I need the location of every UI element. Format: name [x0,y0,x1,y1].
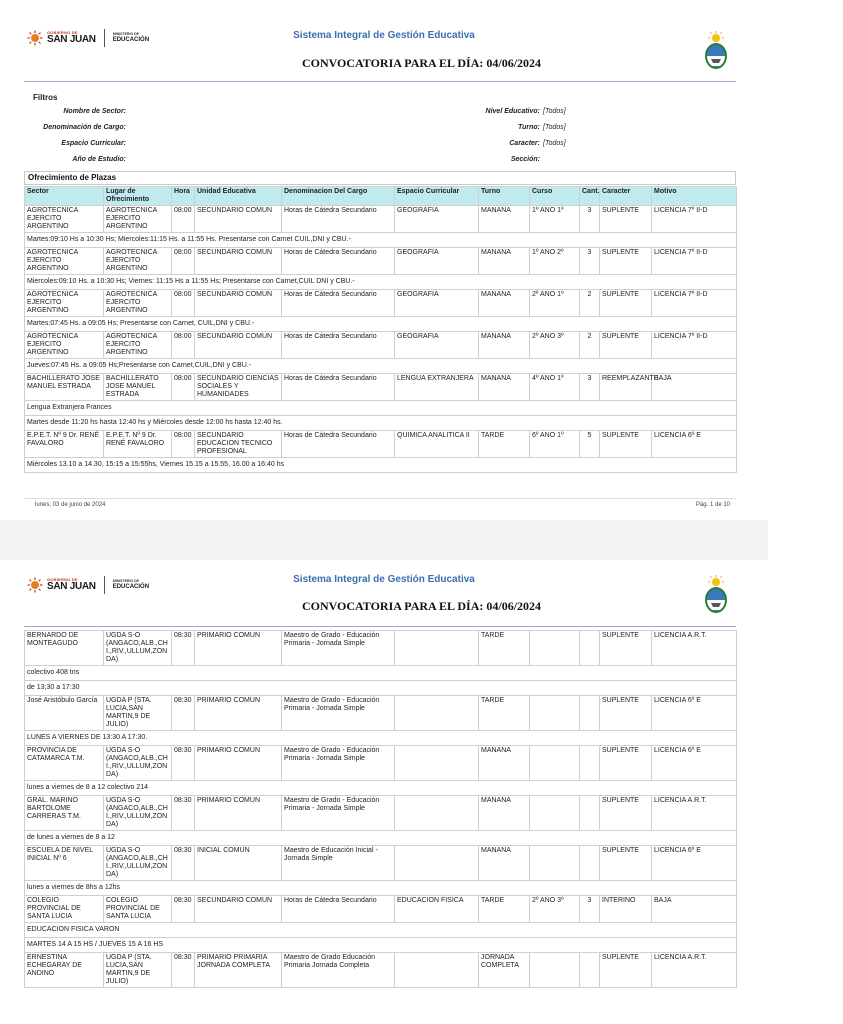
note-row [25,731,737,746]
table-cell: UGDA S-O (ANGACO,ALB.,CH I.,RIV.,ULLUM,ZON DA) [104,631,172,666]
column-header: Turno [479,187,530,206]
filter-value: [Todos] [543,140,566,147]
table-cell: BERNARDO DE MONTEAGUDO [25,631,104,666]
table-cell: AGROTECNICA EJERCITO ARGENTINO [25,332,104,359]
gob-label: GOBIERNO DE [47,577,78,582]
system-title: Sistema Integral de Gestión Educativa [293,30,475,41]
ministry-name: EDUCACIÓN [112,583,150,590]
table-cell: UGDA S-O (ANGACO,ALB.,CH I.,RIV.,ULLUM,ZON DA) [104,746,172,781]
table-cell: COLEGIO PROVINCIAL DE SANTA LUCIA [104,896,172,923]
table-row [25,206,737,233]
table-row [25,374,737,401]
table-cell: 3 [580,374,600,401]
row-note: lunes a viernes de 8hs a 12hs [25,881,737,896]
table-cell: SUPLENTE [600,696,652,731]
row-note: EDUCACION FISICA VARON [25,923,737,938]
table-cell: GEOGRAFIA [395,206,479,233]
column-header: Unidad Educativa [195,187,282,206]
row-note: Martes:09:10 Hs a 10:30 Hs; Miercoles:11:15 Hs. a 11:55 Hs. Presentarse con Carnet CUIL,DNI y CBU.- [25,233,737,248]
table-row [25,631,737,666]
table-cell: 3 [580,248,600,275]
provincial-seal-icon [703,30,729,72]
gob-label: GOBIERNO DE [47,30,78,35]
footer-page-number: Pág. 1 de 10 [695,502,730,508]
table-cell: REEMPLAZANTE [600,374,652,401]
table-cell: SUPLENTE [600,953,652,988]
table-cell [395,696,479,731]
table-cell: BACHILLERATO JOSE MANUEL ESTRADA [104,374,172,401]
table-cell: LICENCIA A.R.T. [652,953,737,988]
row-note: lunes a viernes de 8 a 12 colectivo 214 [25,781,737,796]
system-title: Sistema Integral de Gestión Educativa [293,574,475,585]
table-cell: 08:30 [172,631,195,666]
table-cell: 3 [580,896,600,923]
plazas-table-continued [24,630,737,988]
filter-label: Nivel Educativo: [485,108,540,115]
table-cell: UGDA S-O (ANGACO,ALB.,CH I.,RIV.,ULLUM,ZON DA) [104,846,172,881]
table-cell: LICENCIA 7º II-D [652,206,737,233]
filter-label: Turno: [517,124,540,131]
ministry-label: MINISTERIO DE [112,32,139,37]
row-note: de 13;30 a 17:30 [25,681,737,696]
table-cell: GRAL. MARINO BARTOLOME CARRERAS T.M. [25,796,104,831]
table-cell: Maestro de Grado - Educación Primaria - Jornada Simple [282,746,395,781]
table-cell: GEOGRAFIA [395,290,479,317]
table-cell: AGROTECNICA EJERCITO ARGENTINO [104,248,172,275]
table-cell: UGDA P (STA. LUCIA,SAN MARTIN,9 DE JULIO) [104,696,172,731]
table-cell: MANANA [479,746,530,781]
table-cell: 3 [580,206,600,233]
table-cell: SUPLENTE [600,796,652,831]
table-cell: AGROTECNICA EJERCITO ARGENTINO [25,248,104,275]
table-cell: Horas de Cátedra Secundario [282,248,395,275]
table-cell: 08:30 [172,896,195,923]
table-cell: COLEGIO PROVINCIAL DE SANTA LUCIA [25,896,104,923]
table-cell: BAJA [652,374,737,401]
convocatoria-title: CONVOCATORIA PARA EL DÍA: 04/06/2024 [301,599,542,613]
table-cell [395,796,479,831]
table-cell: 08:30 [172,846,195,881]
table-cell: AGROTECNICA EJERCITO ARGENTINO [25,206,104,233]
table-cell: PRIMARIO PRIMARIA JORNADA COMPLETA [195,953,282,988]
row-note: Martes:07:45 Hs. a 09:05 Hs; Presentarse con Carnet, CUIL,DNI y CBU.- [25,317,737,332]
table-cell [530,953,580,988]
table-cell: AGROTECNICA EJERCITO ARGENTINO [104,206,172,233]
table-cell: SUPLENTE [600,746,652,781]
header-divider [24,81,736,82]
table-cell [530,846,580,881]
row-note: Miércoles 13.10 a 14.30, 15:15 a 15:55hs, Viernes 15.15 a 15.55, 16.00 a 16:40 hs [25,458,737,473]
table-row [25,846,737,881]
table-cell: AGROTECNICA EJERCITO ARGENTINO [104,332,172,359]
table-row [25,953,737,988]
filter-label: Espacio Curricular: [61,140,126,147]
table-cell: SUPLENTE [600,290,652,317]
table-cell: INICIAL COMUN [195,846,282,881]
table-row [25,896,737,923]
note-row [25,831,737,846]
table-cell: José Aristóbulo García [25,696,104,731]
table-cell: Maestro de Grado - Educación Primaria - Jornada Simple [282,696,395,731]
table-row [25,290,737,317]
table-cell: Maestro de Educación Inicial - Jornada Simple [282,846,395,881]
table-cell: UGDA S-O (ANGACO,ALB.,CH I.,RIV.,ULLUM,ZON DA) [104,796,172,831]
table-cell: SUPLENTE [600,206,652,233]
table-cell: Maestro de Grado Educación Primaria Jornada Completa [282,953,395,988]
table-cell: PRIMARIO COMUN [195,746,282,781]
table-cell: MANANA [479,248,530,275]
table-cell: 6º ANO 1º [530,431,580,458]
table-cell: MANANA [479,206,530,233]
filter-label: Denominación de Cargo: [43,124,126,131]
table-cell: JORNADA COMPLETA [479,953,530,988]
table-cell: SUPLENTE [600,431,652,458]
table-cell: TARDE [479,696,530,731]
note-row [25,275,737,290]
note-row [25,681,737,696]
table-cell: ERNESTINA ECHEGARAY DE ANDINO [25,953,104,988]
table-cell: PROVINCIA DE CATAMARCA T.M. [25,746,104,781]
note-row [25,781,737,796]
page-gap [0,520,768,560]
table-cell [580,953,600,988]
table-row [25,796,737,831]
table-cell: Horas de Cátedra Secundario [282,290,395,317]
table-cell: MANANA [479,796,530,831]
table-cell: 2º ANO 3º [530,896,580,923]
table-cell: Horas de Cátedra Secundario [282,431,395,458]
table-cell: INTERINO [600,896,652,923]
table-cell [395,846,479,881]
table-cell: AGROTECNICA EJERCITO ARGENTINO [25,290,104,317]
table-cell: E.P.E.T. Nº 9 Dr. RENÉ FAVALORO [104,431,172,458]
table-cell: Horas de Cátedra Secundario [282,332,395,359]
filter-label: Año de Estudio: [72,156,126,163]
table-cell: TARDE [479,431,530,458]
table-cell: BAJA [652,896,737,923]
filter-value: [Todos] [543,124,566,131]
table-cell: TARDE [479,631,530,666]
table-cell: SECUNDARIO EDUCACION TECNICO PROFESIONAL [195,431,282,458]
table-cell: 08:00 [172,206,195,233]
filter-label: Caracter: [509,140,540,147]
note-row [25,359,737,374]
table-cell: UGDA P (STA. LUCIA,SAN MARTIN,9 DE JULIO) [104,953,172,988]
table-cell [530,796,580,831]
column-header: Motivo [652,187,737,206]
table-cell: SECUNDARIO COMUN [195,248,282,275]
table-row [25,332,737,359]
table-cell: QUIMICA ANALITICA II [395,431,479,458]
table-cell: ESCUELA DE NIVEL INICIAL Nº 6 [25,846,104,881]
table-cell: Maestro de Grado - Educación Primaria - Jornada Simple [282,796,395,831]
table-cell: 08:00 [172,431,195,458]
table-cell: LICENCIA A.R.T. [652,631,737,666]
table-cell: LENGUA EXTRANJERA [395,374,479,401]
filter-label: Sección: [510,156,540,163]
table-cell: 2º ANO 3º [530,332,580,359]
table-cell: LICENCIA 6º E [652,696,737,731]
report-page-2 [0,560,768,1024]
table-cell: GEOGRAFIA [395,332,479,359]
table-cell: LICENCIA 6º E [652,746,737,781]
table-cell [580,746,600,781]
provincial-seal-icon [703,574,729,616]
table-cell: SECUNDARIO CIENCIAS SOCIALES Y HUMANIDADES [195,374,282,401]
table-cell: 08:30 [172,746,195,781]
table-cell: Horas de Cátedra Secundario [282,896,395,923]
table-cell: LICENCIA 6º E [652,431,737,458]
note-row [25,666,737,681]
convocatoria-title: CONVOCATORIA PARA EL DÍA: 04/06/2024 [301,56,542,70]
row-note: Lengua Extranjera Frances [25,401,737,416]
table-cell: PRIMARIO COMUN [195,631,282,666]
note-row [25,881,737,896]
table-cell: 2º ANO 1º [530,290,580,317]
table-cell: PRIMARIO COMUN [195,796,282,831]
table-cell: 2 [580,290,600,317]
table-cell: 5 [580,431,600,458]
table-row [25,696,737,731]
table-cell: LICENCIA 6º E [652,846,737,881]
column-header: Denominacion Del Cargo [282,187,395,206]
table-cell: 1º ANO 1º [530,206,580,233]
table-cell: E.P.E.T. Nº 9 Dr. RENÉ FAVALORO [25,431,104,458]
filters-title: Filtros [33,93,58,102]
table-cell: SECUNDARIO COMUN [195,332,282,359]
row-note: MARTES 14 A 15 HS / JUEVES 15 A 16 HS [25,938,737,953]
table-row [25,248,737,275]
table-cell [580,631,600,666]
table-cell [580,696,600,731]
note-row [25,401,737,416]
table-cell: LICENCIA 7º II-D [652,290,737,317]
table-cell: LICENCIA 7º II-D [652,332,737,359]
table-cell: LICENCIA A.R.T. [652,796,737,831]
column-header: Lugar de Ofrecimiento [104,187,172,206]
table-cell: 2 [580,332,600,359]
table-cell: AGROTECNICA EJERCITO ARGENTINO [104,290,172,317]
table-cell: GEOGRAFIA [395,248,479,275]
table-cell: Horas de Cátedra Secundario [282,374,395,401]
footer-date: lunes, 03 de junio de 2024 [35,502,106,508]
table-cell: Maestro de Grado - Educación Primaria - Jornada Simple [282,631,395,666]
note-row [25,416,737,431]
table-cell: EDUCACION FISICA [395,896,479,923]
table-cell: PRIMARIO COMUN [195,696,282,731]
table-cell: SECUNDARIO COMUN [195,290,282,317]
table-cell: LICENCIA 7º II-D [652,248,737,275]
table-cell: SECUNDARIO COMUN [195,896,282,923]
table-cell: 08:30 [172,953,195,988]
row-note: colectivo 408 tns [25,666,737,681]
table-cell [580,796,600,831]
table-row [25,431,737,458]
note-row [25,317,737,332]
row-note: Jueves:07:45 Hs. a 09:05 Hs;Presentarse con Carnet,CUIL,DNI y CBU.- [25,359,737,374]
table-cell: SUPLENTE [600,248,652,275]
table-cell [395,746,479,781]
table-cell: 08:00 [172,332,195,359]
note-row [25,938,737,953]
table-cell: 4º ANO 1º [530,374,580,401]
table-cell: 08:30 [172,696,195,731]
table-cell: 08:00 [172,374,195,401]
column-header: Sector [25,187,104,206]
table-cell: SUPLENTE [600,846,652,881]
row-note: LUNES A VIERNES DE 13:30 A 17:30. [25,731,737,746]
table-cell: 08:00 [172,290,195,317]
filter-label: Nombre de Sector: [63,108,126,115]
note-row [25,458,737,473]
column-header: Espacio Curricular [395,187,479,206]
table-cell: TARDE [479,896,530,923]
ministry-label: MINISTERIO DE [112,579,139,584]
table-cell [395,631,479,666]
table-cell: MANANA [479,374,530,401]
plazas-table [24,186,737,473]
table-cell [530,631,580,666]
table-cell: SECUNDARIO COMUN [195,206,282,233]
filter-value: [Todos] [543,108,566,115]
table-cell [530,746,580,781]
table-cell: Horas de Cátedra Secundario [282,206,395,233]
table-cell [580,846,600,881]
table-cell: MANANA [479,332,530,359]
table-cell: 1º ANO 2º [530,248,580,275]
header-divider [24,626,736,627]
row-note: de lunes a viernes de 8 a 12 [25,831,737,846]
row-note: Miercoles:09:10 Hs. a 10:30 Hs; Viernes: 11:15 Hs a 11:55 Hs; Presentarse con Carnet,CUIL DNI y CBU.- [25,275,737,290]
table-cell: 08:30 [172,796,195,831]
table-cell [395,953,479,988]
table-cell: MANANA [479,846,530,881]
section-title: Ofrecimiento de Plazas [28,173,117,182]
column-header: Caracter [600,187,652,206]
column-header: Curso [530,187,580,206]
province-name: SAN JUAN [47,34,96,45]
table-cell: SUPLENTE [600,332,652,359]
table-header-row [25,187,737,206]
table-cell: MANANA [479,290,530,317]
row-note: Martes desde 11:20 hs hasta 12:40 hs y Miércoles desde 12:00 hs hasta 12:40 hs. [25,416,737,431]
note-row [25,923,737,938]
table-row [25,746,737,781]
table-cell [530,696,580,731]
province-name: SAN JUAN [47,581,96,592]
ministry-name: EDUCACIÓN [112,36,150,43]
note-row [25,233,737,248]
column-header: Cant. [580,187,600,206]
table-cell: SUPLENTE [600,631,652,666]
footer-divider [24,498,736,499]
report-page-1 [0,0,768,520]
table-cell: 08:00 [172,248,195,275]
table-cell: BACHILLERATO JOSE MANUEL ESTRADA [25,374,104,401]
section-header-box [24,171,736,185]
column-header: Hora [172,187,195,206]
